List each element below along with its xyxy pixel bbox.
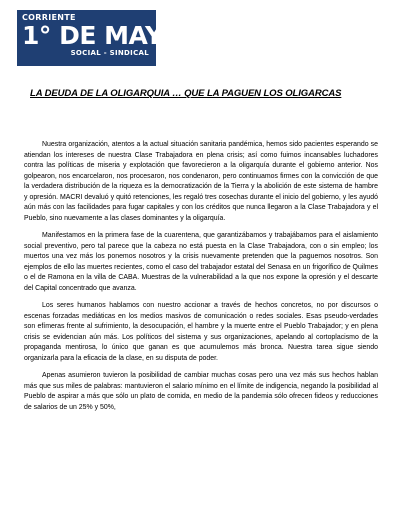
body-paragraph: Apenas asumieron tuvieron la posibilidad de cambiar muchas cosas pero una vez más sus hechos hablan más que sus miles de palabras: mantuvieron el salario mínimo en el límite de indigencia, negando la posibilidad al Pueblo de aspirar a más que sólo un plato de comida, en medio de la pandemia sólo ofrecen fideos y reducciones de salarios de un 25% y 50%, xyxy=(24,372,378,411)
logo-main-text: 1° DE MAYO xyxy=(22,21,183,50)
body-paragraph: Nuestra organización, atentos a la actual situación sanitaria pandémica, hemos sido pacientes esperando se atiendan los intereses de nuestra Clase Trabajadora en plena crisis; así como fuimos incansables luchadores contra las políticas de miseria y explotación que favorecieron a la oligarquía durante el gobierno anterior. Nos golpearon, nos encarcelaron, nos procesaron, nos condenaron, pero continuamos firmes con la convicción de que la verdadera distribución de la riqueza es la democratización de la Tierra y la abolición de este sistema de hambre y opresión. MACRI devaluó y quitó retenciones, les regaló tres cosechas durante el inicio del gobierno, y les ayudó aún más con las facilidades para fugar capitales y con los créditos que nunca llegaron a la Clase Trabajadora y el Pueblo, sino nuevamente a las clases dominantes y la oligarquía. xyxy=(24,141,378,222)
body-paragraph: Manifestamos en la primera fase de la cuarentena, que garantizábamos y trabajábamos para el aislamiento social preventivo, pero tal parece que la cabeza no está puesta en la Clase Trabajadora, con o sin empleo; los muertos una vez más los ponemos nosotros y la crisis nuevamente pretenden que la paguemos nosotros. Son ejemplos de ello las muertes recientes, como el caso del trabajador estatal del Senasa en un frigorífico de Quilmes o el de Ramona en la villa de CABA. Muestras de la vulnerabilidad a la que nos expone la opresión y el descarte del Capital concentrado que avanza. xyxy=(24,232,378,292)
body-paragraph: Los seres humanos hablamos con nuestro accionar a través de hechos concretos, no por discursos o escenas forzadas mediáticas en los medios masivos de comunicación o redes sociales. Esas pseudo-verdades son efímeras frente al sufrimiento, la desocupación, el hambre y la muerte entre el Pueblo Trabajador; y en plena crisis se evidencian aún más. Los políticos del sistema y sus organizaciones, apelando al cortoplacismo de la propaganda mentirosa, lo único que ganan es que acumulemos más bronca. Nuestra tarea sigue siendo organizarla para la eficacia de la clase, en su disputa de poder. xyxy=(24,302,378,362)
logo-sub-text: SOCIAL - SINDICAL xyxy=(70,49,149,57)
document-title: LA DEUDA DE LA OLIGARQUIA … QUE LA PAGUEN LOS OLIGARCAS xyxy=(30,88,342,99)
organization-logo xyxy=(17,10,183,66)
document-body xyxy=(24,140,378,420)
logo-top-text: CORRIENTE xyxy=(22,13,76,22)
